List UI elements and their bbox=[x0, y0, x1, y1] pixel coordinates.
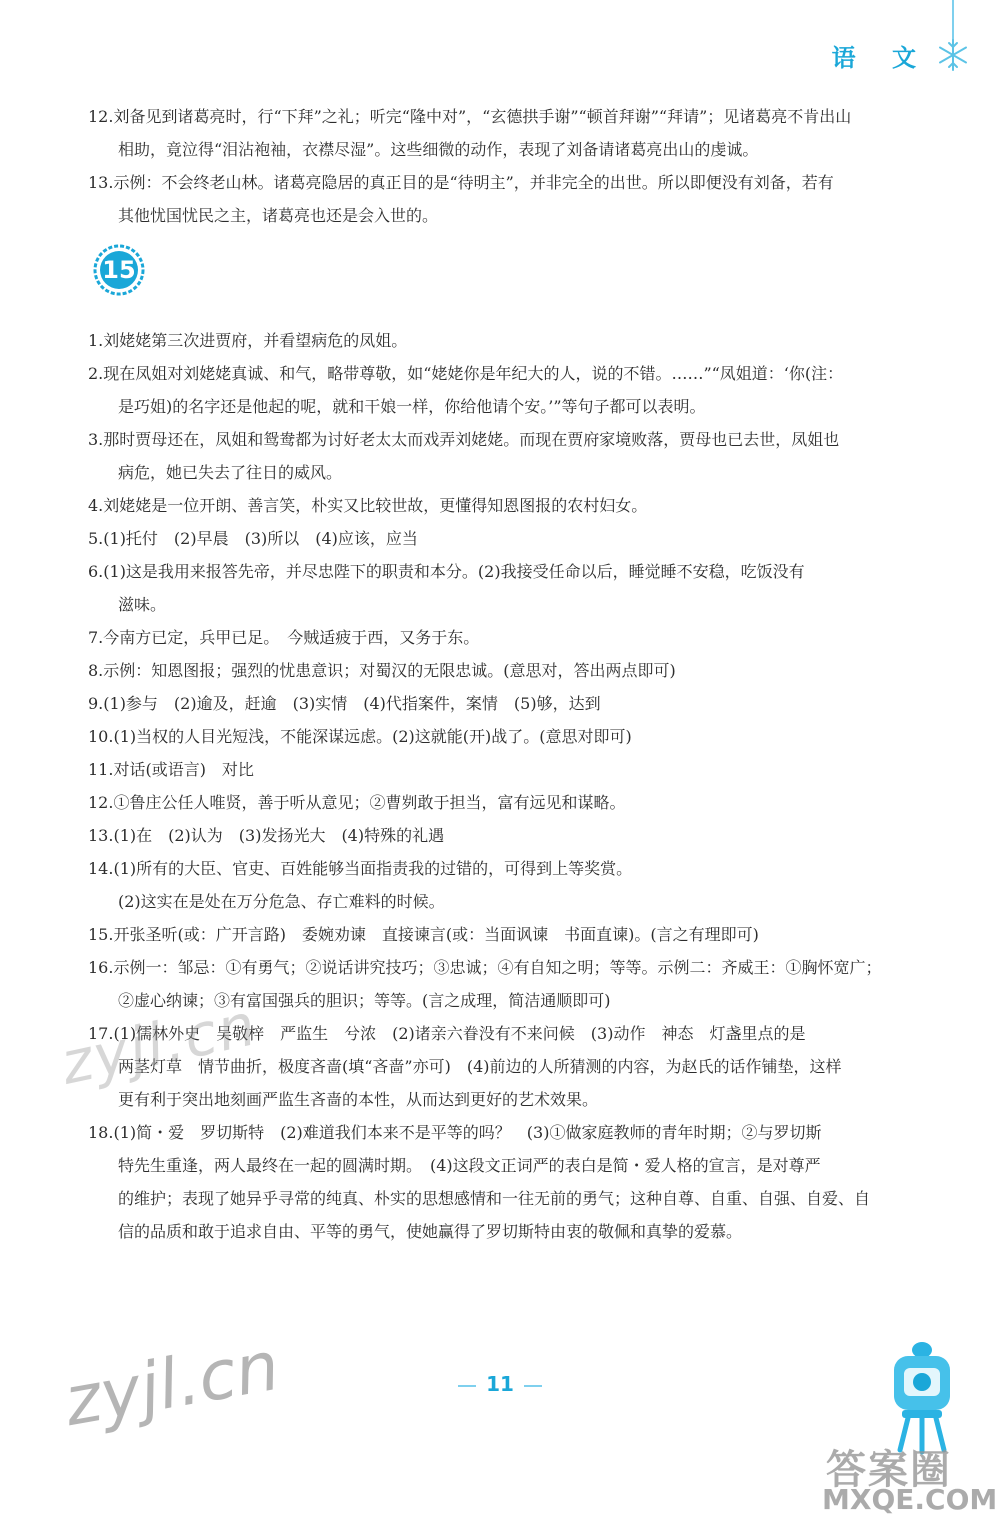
answer-continuation: 特先生重逢，两人最终在一起的圆满时期。 (4)这段文正词严的表白是简・爱人格的宣言，是对尊严 bbox=[118, 1156, 821, 1175]
answer-line: 10.(1)当权的人目光短浅，不能深谋远虑。(2)这就能(开)战了。(意思对即可) bbox=[88, 727, 632, 746]
section-header bbox=[88, 244, 923, 314]
watermark-bottom: zyjl.cn bbox=[58, 1326, 286, 1443]
answer-item bbox=[88, 819, 923, 852]
answer-line: 3.那时贾母还在，凤姐和鸳鸯都为讨好老太太而戏弄刘姥姥。而现在贾府家境败落，贾母也已去世，凤姐也 bbox=[88, 430, 840, 449]
answer-line: 13.示例：不会终老山林。诸葛亮隐居的真正目的是“待明主”，并非完全的出世。所以即便没有刘备，若有 bbox=[88, 173, 834, 192]
answer-item bbox=[88, 918, 923, 951]
answer-item bbox=[88, 166, 923, 232]
answer-item bbox=[88, 753, 923, 786]
answer-item bbox=[88, 1116, 923, 1248]
watermark-stamp-text: 答案圈 bbox=[826, 1447, 952, 1493]
answer-line: 5.(1)托付 (2)早晨 (3)所以 (4)应该，应当 bbox=[88, 529, 418, 548]
answer-line: 14.(1)所有的大臣、官吏、百姓能够当面指责我的过错的，可得到上等奖赏。 bbox=[88, 859, 633, 878]
answer-continuation: 信的品质和敢于追求自由、平等的勇气，使她赢得了罗切斯特由衷的敬佩和真挚的爱慕。 bbox=[118, 1222, 743, 1241]
snowflake-icon bbox=[936, 38, 970, 72]
answer-line: 18.(1)简・爱 罗切斯特 (2)难道我们本来不是平等的吗？ (3)①做家庭教师的青年时期；②与罗切斯 bbox=[88, 1123, 822, 1142]
answer-continuation: 病危，她已失去了往日的威风。 bbox=[118, 463, 343, 482]
top-answer-list bbox=[88, 100, 923, 232]
watermark-middle: zyjl.cn bbox=[55, 990, 263, 1098]
page-number-dash-left bbox=[458, 1385, 476, 1387]
answer-item bbox=[88, 687, 923, 720]
answer-item bbox=[88, 489, 923, 522]
page-number bbox=[0, 1372, 1000, 1396]
answer-item bbox=[88, 654, 923, 687]
page-number-dash-right bbox=[524, 1385, 542, 1387]
answer-line: 11.对话(或语言) 对比 bbox=[88, 760, 254, 779]
answer-continuation: 两茎灯草 情节曲折，极度吝啬(填“吝啬”亦可) (4)前边的人所猜测的内容，为赵氏的话作铺垫，这样 bbox=[118, 1057, 842, 1076]
answer-list bbox=[88, 324, 923, 1248]
answer-continuation: (2)这实在是处在万分危急、存亡难料的时候。 bbox=[118, 892, 445, 911]
answer-item bbox=[88, 621, 923, 654]
answer-line: 4.刘姥姥是一位开朗、善言笑，朴实又比较世故，更懂得知恩图报的农村妇女。 bbox=[88, 496, 648, 515]
page-number-value: 11 bbox=[486, 1372, 514, 1396]
answer-item bbox=[88, 555, 923, 621]
answer-line: 12.①鲁庄公任人唯贤，善于听从意见；②曹刿敢于担当，富有远见和谋略。 bbox=[88, 793, 626, 812]
answer-continuation: 的维护；表现了她异乎寻常的纯真、朴实的思想感情和一往无前的勇气；这种自尊、自重、自强、自爱、自 bbox=[118, 1189, 871, 1208]
answer-item bbox=[88, 423, 923, 489]
answer-content bbox=[88, 100, 923, 1248]
answer-line: 9.(1)参与 (2)逾及，赶逾 (3)实情 (4)代指案件，案情 (5)够，达到 bbox=[88, 694, 601, 713]
answer-item bbox=[88, 786, 923, 819]
watermark-stamp-domain: MXQE.COM bbox=[822, 1483, 998, 1516]
answer-line: 12.刘备见到诸葛亮时，行“下拜”之礼；听完“隆中对”，“玄德拱手谢”“顿首拜谢”“拜请”；见诸葛亮不肯出山 bbox=[88, 107, 852, 126]
answer-continuation: 其他忧国忧民之主，诸葛亮也还是会入世的。 bbox=[118, 206, 439, 225]
header-hanging-line bbox=[952, 0, 954, 40]
answer-line: 6.(1)这是我用来报答先帝，并尽忠陛下的职责和本分。(2)我接受任命以后，睡觉睡不安稳，吃饭没有 bbox=[88, 562, 805, 581]
answer-item bbox=[88, 100, 923, 166]
subject-title: 语 文 bbox=[831, 44, 930, 72]
answer-line: 16.示例一：邹忌：①有勇气；②说话讲究技巧；③忠诚；④有自知之明；等等。示例二：齐威王：①胸怀宽广； bbox=[88, 958, 882, 977]
answer-line: 2.现在凤姐对刘姥姥真诚、和气，略带尊敬，如“姥姥你是年纪大的人，说的不错。……”“凤姐道：‘你(注： bbox=[88, 364, 844, 383]
answer-continuation: 相助，竟泣得“泪沾袍袖，衣襟尽湿”。这些细微的动作，表现了刘备请诸葛亮出山的虔诚。 bbox=[118, 140, 759, 159]
answer-line: 1.刘姥姥第三次进贾府，并看望病危的凤姐。 bbox=[88, 331, 408, 350]
answer-continuation: ②虚心纳谏；③有富国强兵的胆识；等等。(言之成理，简洁通顺即可) bbox=[118, 991, 611, 1010]
answer-item bbox=[88, 720, 923, 753]
answer-line: 8.示例：知恩图报；强烈的忧患意识；对蜀汉的无限忠诚。(意思对，答出两点即可) bbox=[88, 661, 676, 680]
answer-item bbox=[88, 852, 923, 918]
answer-item bbox=[88, 357, 923, 423]
answer-item bbox=[88, 324, 923, 357]
section-number: 15 bbox=[102, 256, 136, 284]
answer-continuation: 更有利于突出地刻画严监生吝啬的本性，从而达到更好的艺术效果。 bbox=[118, 1090, 599, 1109]
answer-item bbox=[88, 522, 923, 555]
answer-line: 17.(1)儒林外史 吴敬梓 严监生 兮浓 (2)诸亲六眷没有不来问候 (3)动作 神态 灯盏里点的是 bbox=[88, 1024, 806, 1043]
answer-line: 7.今南方已定，兵甲已足。 今贼适疲于西，又务于东。 bbox=[88, 628, 480, 647]
answer-line: 13.(1)在 (2)认为 (3)发扬光大 (4)特殊的礼遇 bbox=[88, 826, 445, 845]
answer-continuation: 是巧姐)的名字还是他起的呢，就和干娘一样，你给他请个安。’”等句子都可以表明。 bbox=[118, 397, 706, 416]
answer-continuation: 滋味。 bbox=[118, 595, 167, 614]
answer-line: 15.开张圣听(或：广开言路) 委婉劝谏 直接谏言(或：当面讽谏 书面直谏)。(言之有理即可) bbox=[88, 925, 759, 944]
